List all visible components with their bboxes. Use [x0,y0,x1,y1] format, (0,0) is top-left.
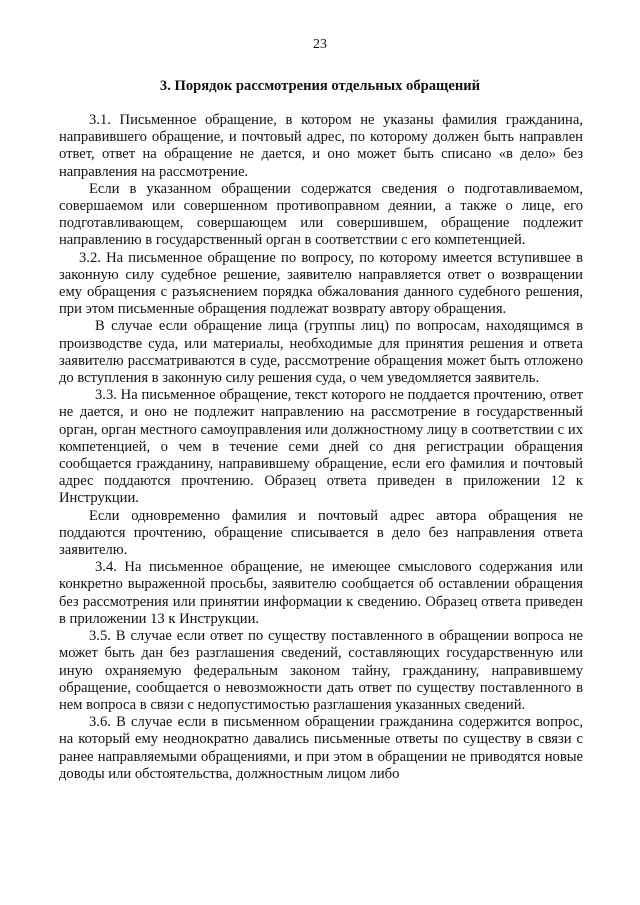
paragraph-3-2: 3.2. На письменное обращение по вопросу, по которому имеется вступившее в законную силу судебное решение, заявителю направляется ответ о возвращении ему обращения с разъяснением порядка обжалования данного судебного решения, при этом письменные обращения подлежат возврату автору обращения. [59,249,583,318]
section-body [59,112,583,783]
paragraph-3-6: 3.6. В случае если в письменном обращении гражданина содержится вопрос, на который ему неоднократно давались письменные ответы по существу в связи с ранее направляемыми обращениями, и при этом в обращении не приводятся новые доводы или обстоятельства, должностным лицом либо [59,714,583,782]
paragraph-3-2-continued: В случае если обращение лица (группы лиц) по вопросам, находящимся в производстве суда, или материалы, необходимые для принятия решения и ответа заявителю рассматриваются в суде, рассмотрение обращения может быть отложено до вступления в законную силу решения суда, о чем уведомляется заявитель. [59,318,583,387]
page-number: 23 [313,37,327,52]
paragraph-3-4: 3.4. На письменное обращение, не имеющее смыслового содержания или конкретно выраженной просьбы, заявителю сообщается об оставлении обращения без рассмотрения или принятии информации к сведению. Образец ответа приведен в приложении 13 к Инструкции. [59,559,583,627]
paragraph-3-1: 3.1. Письменное обращение, в котором не указаны фамилия гражданина, направившего обращение, и почтовый адрес, по которому должен быть направлен ответ, ответ на обращение не дается, и оно может быть списано «в дело» без направления на рассмотрение. [59,112,583,180]
paragraph-3-3: 3.3. На письменное обращение, текст которого не поддается прочтению, ответ не дается, и оно не подлежит направлению на рассмотрение в государственный орган, орган местного самоуправления или должностному лицу в соответствии с их компетенцией, о чем в течение семи дней со дня регистрации обращения сообщается гражданину, направившему обращение, если его фамилия и почтовый адрес поддаются прочтению. Образец ответа приведен в приложении 12 к Инструкции. [59,387,583,507]
section-heading: 3. Порядок рассмотрения отдельных обращений [159,78,481,94]
paragraph-3-3-continued: Если одновременно фамилия и почтовый адрес автора обращения не поддаются прочтению, обращение списывается в дело без направления ответа заявителю. [59,507,583,559]
paragraph-3-1-continued: Если в указанном обращении содержатся сведения о подготавливаемом, совершаемом или совершенном противоправном деянии, а также о лице, его подготавливающем, совершающем или совершившем, обращение подлежит направлению в государственный орган в соответствии с его компетенцией. [59,180,583,249]
paragraph-3-5: 3.5. В случае если ответ по существу поставленного в обращении вопроса не может быть дан без разглашения сведений, составляющих государственную или иную охраняемую федеральным законом тайну, гражданину, направившему обращение, сообщается о невозможности дать ответ по существу поставленного в нем вопроса в связи с недопустимостью разглашения указанных сведений. [59,628,583,713]
